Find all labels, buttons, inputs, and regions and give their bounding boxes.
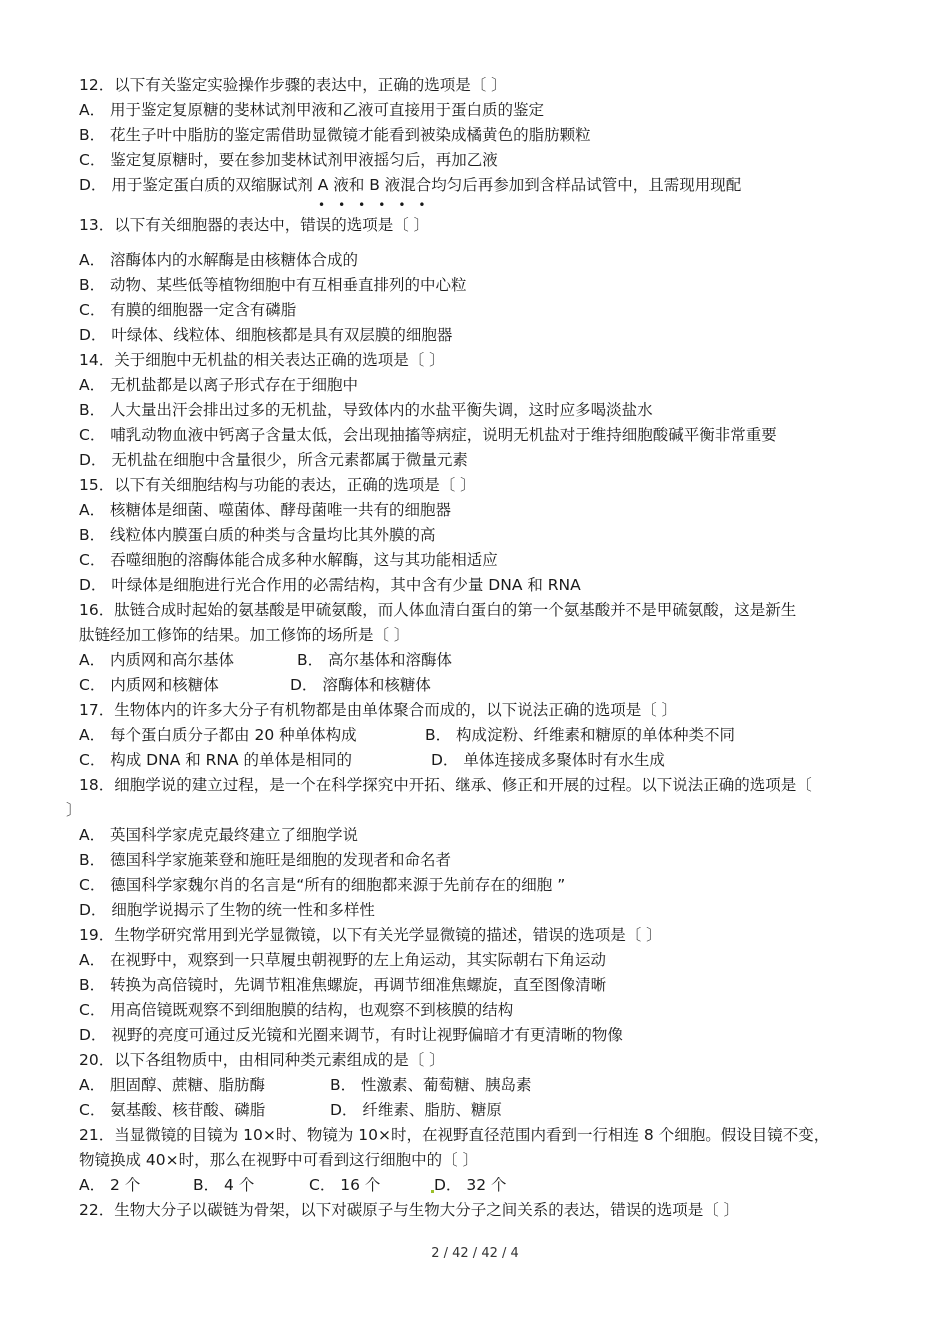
q12-option-b: B． 花生子叶中脂肪的鉴定需借助显微镜才能看到被染成橘黄色的脂肪颗粒 [79,126,591,144]
q18-stem-line1: 18．细胞学说的建立过程，是一个在科学探究中开拓、继承、修正和开展的过程。以下说法正确的选项是〔 [79,776,812,794]
q16-stem-line2: 肽链经加工修饰的结果。加工修饰的场所是〔 〕 [79,626,410,644]
q16-stem-line1: 16．肽链合成时起始的氨基酸是甲硫氨酸，而人体血清白蛋白的第一个氨基酸并不是甲硫氨酸，这是新生 [79,601,797,619]
q20-option-a: A． 胆固醇、蔗糖、脂肪酶 [79,1076,266,1094]
q14-option-c: C． 哺乳动物血液中钙离子含量太低，会出现抽搐等病症，说明无机盐对于维持细胞酸碱平衡非常重要 [79,426,777,444]
q19-option-a: A． 在视野中，观察到一只草履虫朝视野的左上角运动，其实际朝右下角运动 [79,951,607,969]
q22-stem: 22．生物大分子以碳链为骨架，以下对碳原子与生物大分子之间关系的表达，错误的选项是〔 〕 [79,1201,740,1219]
q12-option-d: D． 用于鉴定蛋白质的双缩脲试剂 A 液和 B 液混合均匀后再参加到含样品试管中，且需现用现配 [79,176,742,194]
q19-option-b: B． 转换为高倍镜时，先调节粗准焦螺旋，再调节细准焦螺旋，直至图像清晰 [79,976,607,994]
q21-option-b: B． 4 个 [193,1176,255,1194]
q18-option-b: B． 德国科学家施莱登和施旺是细胞的发现者和命名者 [79,851,452,869]
q16-option-b: B． 高尔基体和溶酶体 [297,651,453,669]
q13-option-b: B． 动物、某些低等植物细胞中有互相垂直排列的中心粒 [79,276,467,294]
emphasis-dots: •••••• [318,198,439,212]
q16-option-c: C． 内质网和核糖体 [79,676,219,694]
q18-option-a: A． 英国科学家虎克最终建立了细胞学说 [79,826,359,844]
q14-stem: 14．关于细胞中无机盐的相关表达正确的选项是〔 〕 [79,351,445,369]
q20-option-d: D． 纤维素、脂肪、糖原 [330,1101,502,1119]
q21-stem-line1: 21．当显微镜的目镜为 10×时、物镜为 10×时，在视野直径范围内看到一行相连 8 个细胞。假设目镜不变， [79,1126,830,1144]
q19-stem: 19．生物学研究常用到光学显微镜，以下有关光学显微镜的描述，错误的选项是〔 〕 [79,926,662,944]
q20-option-b: B． 性激素、葡萄糖、胰岛素 [330,1076,532,1094]
q15-option-d: D． 叶绿体是细胞进行光合作用的必需结构，其中含有少量 DNA 和 RNA [79,576,581,594]
q13-option-d: D． 叶绿体、线粒体、细胞核都是具有双层膜的细胞器 [79,326,453,344]
q16-option-d: D． 溶酶体和核糖体 [290,676,431,694]
q15-option-b: B． 线粒体内膜蛋白质的种类与含量均比其外膜的高 [79,526,436,544]
q21-stem-line2: 物镜换成 40×时，那么在视野中可看到这行细胞中的〔 〕 [79,1151,479,1169]
q21-option-d: D． 32 个 [434,1176,507,1194]
q12-option-c: C． 鉴定复原糖时，要在参加斐林试剂甲液摇匀后，再加乙液 [79,151,498,169]
q14-option-d: D． 无机盐在细胞中含量很少，所含元素都属于微量元素 [79,451,468,469]
q13-option-c: C． 有膜的细胞器一定含有磷脂 [79,301,297,319]
q13-stem: 13．以下有关细胞器的表达中，错误的选项是〔 〕 [79,216,430,234]
q15-option-a: A． 核糖体是细菌、噬菌体、酵母菌唯一共有的细胞器 [79,501,452,519]
q12-option-a: A． 用于鉴定复原糖的斐林试剂甲液和乙液可直接用于蛋白质的鉴定 [79,101,545,119]
q15-option-c: C． 吞噬细胞的溶酶体能合成多种水解酶，这与其功能相适应 [79,551,498,569]
q21-option-c: C． 16 个 [309,1176,381,1194]
page-number: 2 / 42 / 42 / 4 [431,1246,519,1261]
q18-option-d: D． 细胞学说揭示了生物的统一性和多样性 [79,901,375,919]
q20-stem: 20．以下各组物质中，由相同种类元素组成的是〔 〕 [79,1051,445,1069]
q19-option-c: C． 用高倍镜既观察不到细胞膜的结构，也观察不到核膜的结构 [79,1001,514,1019]
q14-option-b: B． 人大量出汗会排出过多的无机盐，导致体内的水盐平衡失调，这时应多喝淡盐水 [79,401,653,419]
q18-stem-line2: 〕 [66,801,82,819]
q17-option-c: C． 构成 DNA 和 RNA 的单体是相同的 [79,751,353,769]
q19-option-d: D． 视野的亮度可通过反光镜和光圈来调节，有时让视野偏暗才有更清晰的物像 [79,1026,623,1044]
q20-option-c: C． 氨基酸、核苷酸、磷脂 [79,1101,266,1119]
q16-option-a: A． 内质网和高尔基体 [79,651,235,669]
q17-stem: 17．生物体内的许多大分子有机物都是由单体聚合而成的，以下说法正确的选项是〔 〕 [79,701,678,719]
q21-option-a: A． 2 个 [79,1176,141,1194]
q17-option-a: A． 每个蛋白质分子都由 20 种单体构成 [79,726,357,744]
q15-stem: 15．以下有关细胞结构与功能的表达，正确的选项是〔 〕 [79,476,476,494]
q13-option-a: A． 溶酶体内的水解酶是由核糖体合成的 [79,251,359,269]
q17-option-b: B． 构成淀粉、纤维素和糖原的单体种类不同 [425,726,736,744]
q14-option-a: A． 无机盐都是以离子形式存在于细胞中 [79,376,359,394]
q18-option-c: C． 德国科学家魏尔肖的名言是“所有的细胞都来源于先前存在的细胞 ” [79,876,566,894]
q17-option-d: D． 单体连接成多聚体时有水生成 [431,751,665,769]
q12-stem: 12．以下有关鉴定实验操作步骤的表达中，正确的选项是〔 〕 [79,76,507,94]
